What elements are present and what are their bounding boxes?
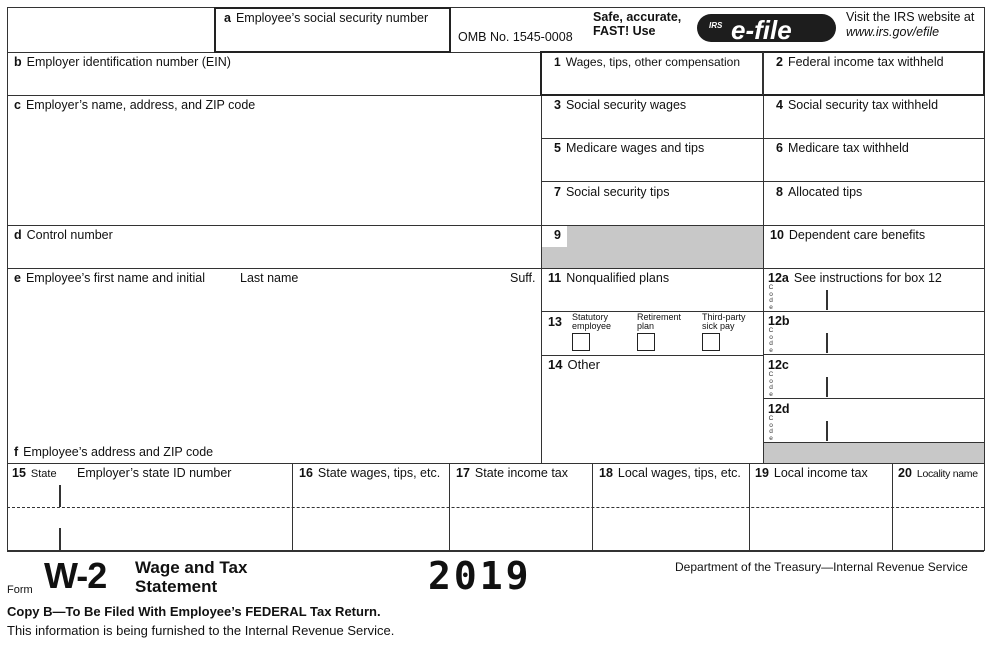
box-c-letter: c <box>14 98 21 112</box>
box-b-text: Employer identification number (EIN) <box>26 55 231 69</box>
dependent-care-input[interactable] <box>767 244 980 266</box>
box-e-last-name: Last name <box>240 271 299 285</box>
box-3-num: 3 <box>554 98 561 112</box>
employer-address-input[interactable] <box>12 116 537 222</box>
form-title-1: Wage and Tax <box>135 558 248 577</box>
third-party-label: Third-party sick pay <box>702 312 746 331</box>
box-15-num: 15 <box>12 466 26 480</box>
box-18-text: Local wages, tips, etc. <box>617 466 741 480</box>
code-label-12d: C o d e <box>768 415 774 442</box>
box-3-text: Social security wages <box>565 98 687 112</box>
box-11-num: 11 <box>548 271 562 285</box>
box-d-letter: d <box>14 228 22 242</box>
box-12a-amount-input[interactable] <box>830 288 980 310</box>
box-a-letter: a <box>224 11 231 25</box>
state-code-input-2[interactable] <box>12 526 56 548</box>
efile-text: e-file <box>731 15 792 45</box>
box-a-text: Employee’s social security number <box>235 11 429 25</box>
box-d-label <box>14 228 113 242</box>
statutory-employee-checkbox[interactable] <box>572 333 590 351</box>
omb-number: OMB No. 1545-0008 <box>458 30 573 44</box>
box-6-text: Medicare tax withheld <box>787 141 909 155</box>
code-label-12c: C o d e <box>768 371 774 398</box>
box-20-label <box>898 466 978 481</box>
local-tax-input-1[interactable] <box>753 484 889 505</box>
copy-line: Copy B—To Be Filed With Employee’s FEDERAL Tax Return. <box>7 604 381 619</box>
box-10-text: Dependent care benefits <box>788 228 926 242</box>
box-12c-code-input[interactable] <box>778 375 824 397</box>
box-15-state: State <box>30 468 57 480</box>
box-20-text: Locality name <box>916 468 978 480</box>
box-12a-text: See instructions for box 12 <box>793 271 942 285</box>
code-label-12b: C o d e <box>768 327 774 354</box>
medicare-tax-input[interactable] <box>767 157 980 179</box>
box-12d-label <box>768 402 795 416</box>
employee-name-address-input[interactable] <box>12 288 537 438</box>
box-7-label <box>554 185 669 199</box>
box-19-num: 19 <box>755 466 769 480</box>
retirement-plan-checkbox[interactable] <box>637 333 655 351</box>
box-c-label <box>14 98 255 112</box>
box-6-num: 6 <box>776 141 783 155</box>
ss-tips-input[interactable] <box>545 201 759 223</box>
federal-tax-input[interactable] <box>767 70 980 92</box>
box-14-num: 14 <box>548 357 563 372</box>
dept-treasury: Department of the Treasury—Internal Revenue Service <box>675 560 968 574</box>
medicare-wages-input[interactable] <box>545 157 759 179</box>
box-12a-label <box>768 271 942 285</box>
irs-efile-logo <box>695 11 840 45</box>
box-11-label <box>548 271 669 285</box>
box-12c-num: 12c <box>768 358 789 372</box>
box-16-text: State wages, tips, etc. <box>317 466 441 480</box>
box-19-label <box>755 466 868 480</box>
retirement-label: Retirement plan <box>637 312 682 331</box>
ein-input[interactable] <box>12 72 537 92</box>
box-4-text: Social security tax withheld <box>787 98 939 112</box>
efile-irs-text: IRS <box>709 21 723 30</box>
state-wages-input-2[interactable] <box>296 526 446 548</box>
box-12d-num: 12d <box>768 402 790 416</box>
statutory-label: Statutory employee <box>572 312 612 331</box>
state-id-input-2[interactable] <box>64 526 288 548</box>
box-17-num: 17 <box>456 466 470 480</box>
local-wages-input-1[interactable] <box>596 484 746 505</box>
state-code-input-1[interactable] <box>12 484 56 505</box>
box-16-num: 16 <box>299 466 313 480</box>
box-18-num: 18 <box>599 466 613 480</box>
box-b-letter: b <box>14 55 22 69</box>
box-4-label <box>776 98 938 112</box>
box-17-label <box>456 466 568 480</box>
box-12a-code-input[interactable] <box>778 288 824 310</box>
box-9-label <box>554 228 566 242</box>
box-7-num: 7 <box>554 185 561 199</box>
state-tax-input-2[interactable] <box>453 526 589 548</box>
box-2-label <box>776 55 944 69</box>
box-13-label <box>548 315 567 329</box>
locality-input-1[interactable] <box>896 484 981 505</box>
info-line: This information is being furnished to the Internal Revenue Service. <box>7 623 395 638</box>
box-1-text: Wages, tips, other compensation <box>565 55 740 69</box>
box-14-text: Other <box>567 357 600 372</box>
box-16-label <box>299 466 440 480</box>
state-id-input-1[interactable] <box>64 484 288 505</box>
box-20-num: 20 <box>898 466 912 480</box>
box-9-num: 9 <box>554 228 561 242</box>
box-12b-amount-input[interactable] <box>830 331 980 353</box>
box-8-num: 8 <box>776 185 783 199</box>
form-title-2: Statement <box>135 577 218 596</box>
local-tax-input-2[interactable] <box>753 526 889 548</box>
box-f-letter: f <box>14 445 19 459</box>
form-name: W-2 <box>44 555 107 596</box>
box-11-text: Nonqualified plans <box>566 271 670 285</box>
state-wages-input-1[interactable] <box>296 484 446 505</box>
state-tax-input-1[interactable] <box>453 484 589 505</box>
box-f-label <box>14 445 213 459</box>
locality-input-2[interactable] <box>896 526 981 548</box>
box-1-num: 1 <box>554 55 561 69</box>
ssn-input[interactable] <box>224 27 446 49</box>
box-15-label <box>12 466 57 481</box>
local-wages-input-2[interactable] <box>596 526 746 548</box>
box-5-num: 5 <box>554 141 561 155</box>
box-d-text: Control number <box>26 228 113 242</box>
box-5-label <box>554 141 704 155</box>
other-input[interactable] <box>545 376 759 460</box>
wages-input[interactable] <box>545 70 759 92</box>
box-b-label <box>14 55 231 69</box>
box-1-label <box>554 55 740 69</box>
box-f-text: Employee’s address and ZIP code <box>23 445 214 459</box>
box-17-text: State income tax <box>474 466 569 480</box>
box-2-text: Federal income tax withheld <box>787 55 944 69</box>
box-4-num: 4 <box>776 98 783 112</box>
box-6-label <box>776 141 909 155</box>
box-19-text: Local income tax <box>773 466 868 480</box>
box-12b-code-input[interactable] <box>778 331 824 353</box>
box-5-text: Medicare wages and tips <box>565 141 705 155</box>
box-18-label <box>599 466 741 480</box>
safe-line-1: Safe, accurate, <box>593 10 682 24</box>
box-8-label <box>776 185 862 199</box>
box-12d-amount-input[interactable] <box>830 419 980 441</box>
box-2-num: 2 <box>776 55 783 69</box>
code-label-12a: C o d e <box>768 284 774 311</box>
box-10-label <box>770 228 925 242</box>
box-12d-code-input[interactable] <box>778 419 824 441</box>
allocated-tips-input[interactable] <box>767 201 980 223</box>
box-e-text: Employee’s first name and initial <box>25 271 205 285</box>
box-10-num: 10 <box>770 228 784 242</box>
box-14-label <box>548 358 600 372</box>
tax-year: 2019 <box>428 554 532 598</box>
form-word: Form <box>7 584 33 596</box>
box-12b-label <box>768 314 795 328</box>
box-7-text: Social security tips <box>565 185 670 199</box>
box-15-id-label: Employer’s state ID number <box>77 466 232 480</box>
box-e-label <box>14 271 205 285</box>
box-e-letter: e <box>14 271 21 285</box>
safe-line-2: FAST! Use <box>593 24 656 38</box>
visit-line-1: Visit the IRS website at <box>846 10 975 24</box>
visit-line-2: www.irs.gov/efile <box>846 25 940 39</box>
box-3-label <box>554 98 686 112</box>
control-number-input[interactable] <box>12 245 537 265</box>
nonqualified-input[interactable] <box>545 287 759 309</box>
box-13-num: 13 <box>548 315 562 329</box>
box-12a-num: 12a <box>768 271 789 285</box>
box-e-suffix: Suff. <box>510 271 536 285</box>
ss-tax-input[interactable] <box>767 114 980 136</box>
box-a-label <box>224 11 428 25</box>
third-party-sick-pay-checkbox[interactable] <box>702 333 720 351</box>
box-8-text: Allocated tips <box>787 185 863 199</box>
box-12c-amount-input[interactable] <box>830 375 980 397</box>
box-12b-num: 12b <box>768 314 790 328</box>
ss-wages-input[interactable] <box>545 114 759 136</box>
box-12c-label <box>768 358 794 372</box>
box-c-text: Employer’s name, address, and ZIP code <box>25 98 256 112</box>
